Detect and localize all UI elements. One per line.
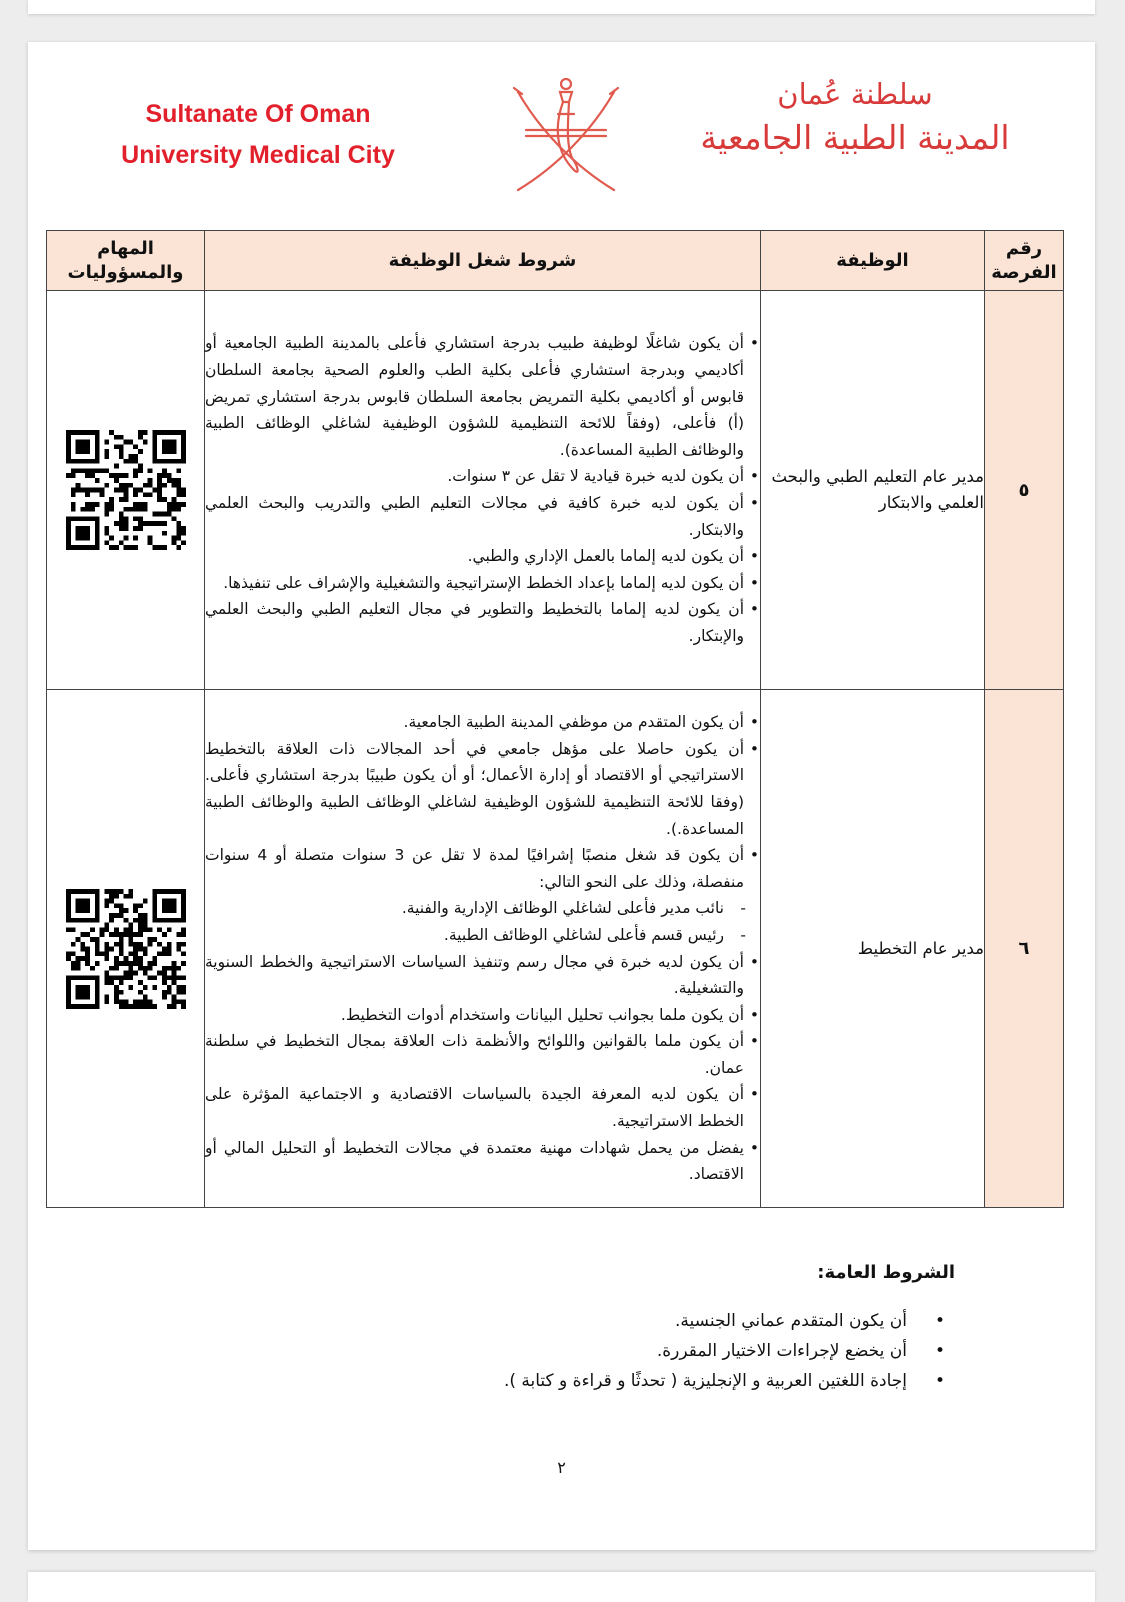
condition-item: • أن يكون لديه إلماما بالتخطيط والتطوير في مجال التعليم الطبي والبحث العلمي والإبتكار. (205, 596, 760, 649)
header-conditions: شروط شغل الوظيفة (205, 231, 761, 291)
jobs-table (46, 230, 1064, 1208)
list-item: • أن يخضع لإجراءات الاختيار المقررة. (245, 1336, 945, 1366)
list-item: • أن يكون المتقدم عماني الجنسية. (245, 1306, 945, 1336)
condition-item: • أن يكون حاصلا على مؤهل جامعي في أحد المجالات ذات العلاقة بالتخطيط الاستراتيجي أو الاقتصاد أو إدارة الأعمال؛ أو أن يكون طبيبًا بدرجة استشاري فأعلى. (وفقا للائحة التنظيمية للشؤون الوظيفية لشاغلي الوظائف الطبية والوظائف الطبية المساعدة.). (205, 736, 760, 842)
document-page (28, 42, 1095, 1550)
table-row (47, 291, 1064, 690)
header-job: الوظيفة (761, 231, 985, 291)
job-title: مدير عام التعليم الطبي والبحث العلمي والابتكار (761, 291, 985, 690)
page-number: ٢ (557, 1458, 566, 1477)
job-conditions (205, 291, 761, 690)
condition-item: • أن يكون ملما بالقوانين واللوائح والأنظمة ذات العلاقة بمجال التخطيط في سلطنة عمان. (205, 1028, 760, 1081)
condition-item: • أن يكون لديه خبرة قيادية لا تقل عن ٣ سنوات. (205, 463, 760, 490)
english-title-line-2: University Medical City (121, 141, 395, 169)
tasks-cell (47, 690, 205, 1208)
general-conditions-title: الشروط العامة: (817, 1262, 955, 1283)
condition-item: • يفضل من يحمل شهادات مهنية معتمدة في مجالات التخطيط أو التحليل المالي أو الاقتصاد. (205, 1135, 760, 1188)
qr-code-icon[interactable] (66, 430, 186, 550)
header-tasks: المهام والمسؤوليات (47, 231, 205, 291)
condition-item: • أن يكون لديه إلماما بإعداد الخطط الإستراتيجية والتشغيلية والإشراف على تنفيذها. (205, 570, 760, 597)
list-item: • إجادة اللغتين العربية و الإنجليزية ( تحدثًا و قراءة و كتابة ). (245, 1366, 945, 1396)
next-page-edge (28, 1572, 1095, 1602)
arabic-title-line-1: سلطنة عُمان (777, 77, 933, 111)
condition-item: • أن يكون لديه إلماما بالعمل الإداري والطبي. (205, 543, 760, 570)
qr-code-icon[interactable] (66, 889, 186, 1009)
english-title-line-1: Sultanate Of Oman (145, 100, 371, 128)
job-conditions (205, 690, 761, 1208)
condition-item: • أن يكون لديه المعرفة الجيدة بالسياسات الاقتصادية و الاجتماعية المؤثرة على الخطط الاستراتيجية. (205, 1081, 760, 1134)
tasks-cell (47, 291, 205, 690)
table-row (47, 690, 1064, 1208)
job-title: مدير عام التخطيط (761, 690, 985, 1208)
arabic-title (695, 74, 1015, 162)
header-number: رقم الفرصة (985, 231, 1064, 291)
opportunity-number: ٥ (985, 291, 1064, 690)
condition-item: • أن يكون لديه خبرة كافية في مجالات التعليم الطبي والتدريب والبحث العلمي والابتكار. (205, 490, 760, 543)
general-conditions-list (245, 1306, 945, 1396)
previous-page-edge (28, 0, 1095, 14)
condition-item: • أن يكون المتقدم من موظفي المدينة الطبية الجامعية. (205, 709, 760, 736)
opportunity-number: ٦ (985, 690, 1064, 1208)
table-header-row (47, 231, 1064, 291)
oman-emblem-icon (506, 72, 626, 197)
condition-item: • أن يكون لديه خبرة في مجال رسم وتنفيذ السياسات الاستراتيجية والخطط السنوية والتشغيلية. (205, 949, 760, 1002)
english-title (98, 94, 418, 176)
condition-item: • أن يكون ملما بجوانب تحليل البيانات واستخدام أدوات التخطيط. (205, 1002, 760, 1029)
condition-item: • أن يكون قد شغل منصبًا إشرافيًا لمدة لا تقل عن 3 سنوات متصلة أو 4 سنوات منفصلة، وذلك على النحو التالي: (205, 842, 760, 895)
sub-condition-item: - نائب مدير فأعلى لشاغلي الوظائف الإدارية والفنية. (205, 895, 760, 922)
sub-condition-item: - رئيس قسم فأعلى لشاغلي الوظائف الطبية. (205, 922, 760, 949)
condition-item: • أن يكون شاغلًا لوظيفة طبيب بدرجة استشاري فأعلى بالمدينة الطبية الجامعية أو أكاديمي وبدرجة استشاري فأعلى بكلية الطب والعلوم الصحية بجامعة السلطان قابوس أو أكاديمي بكلية التمريض بجامعة السلطان قابوس بدرجة استشاري تمريض (أ) فأعلى، (وفقاً للائحة التنظيمية للشؤون الوظيفية لشاغلي الوظائف الطبية والوظائف الطبية المساعدة). (205, 330, 760, 463)
arabic-title-line-2: المدينة الطبية الجامعية (700, 118, 1010, 157)
